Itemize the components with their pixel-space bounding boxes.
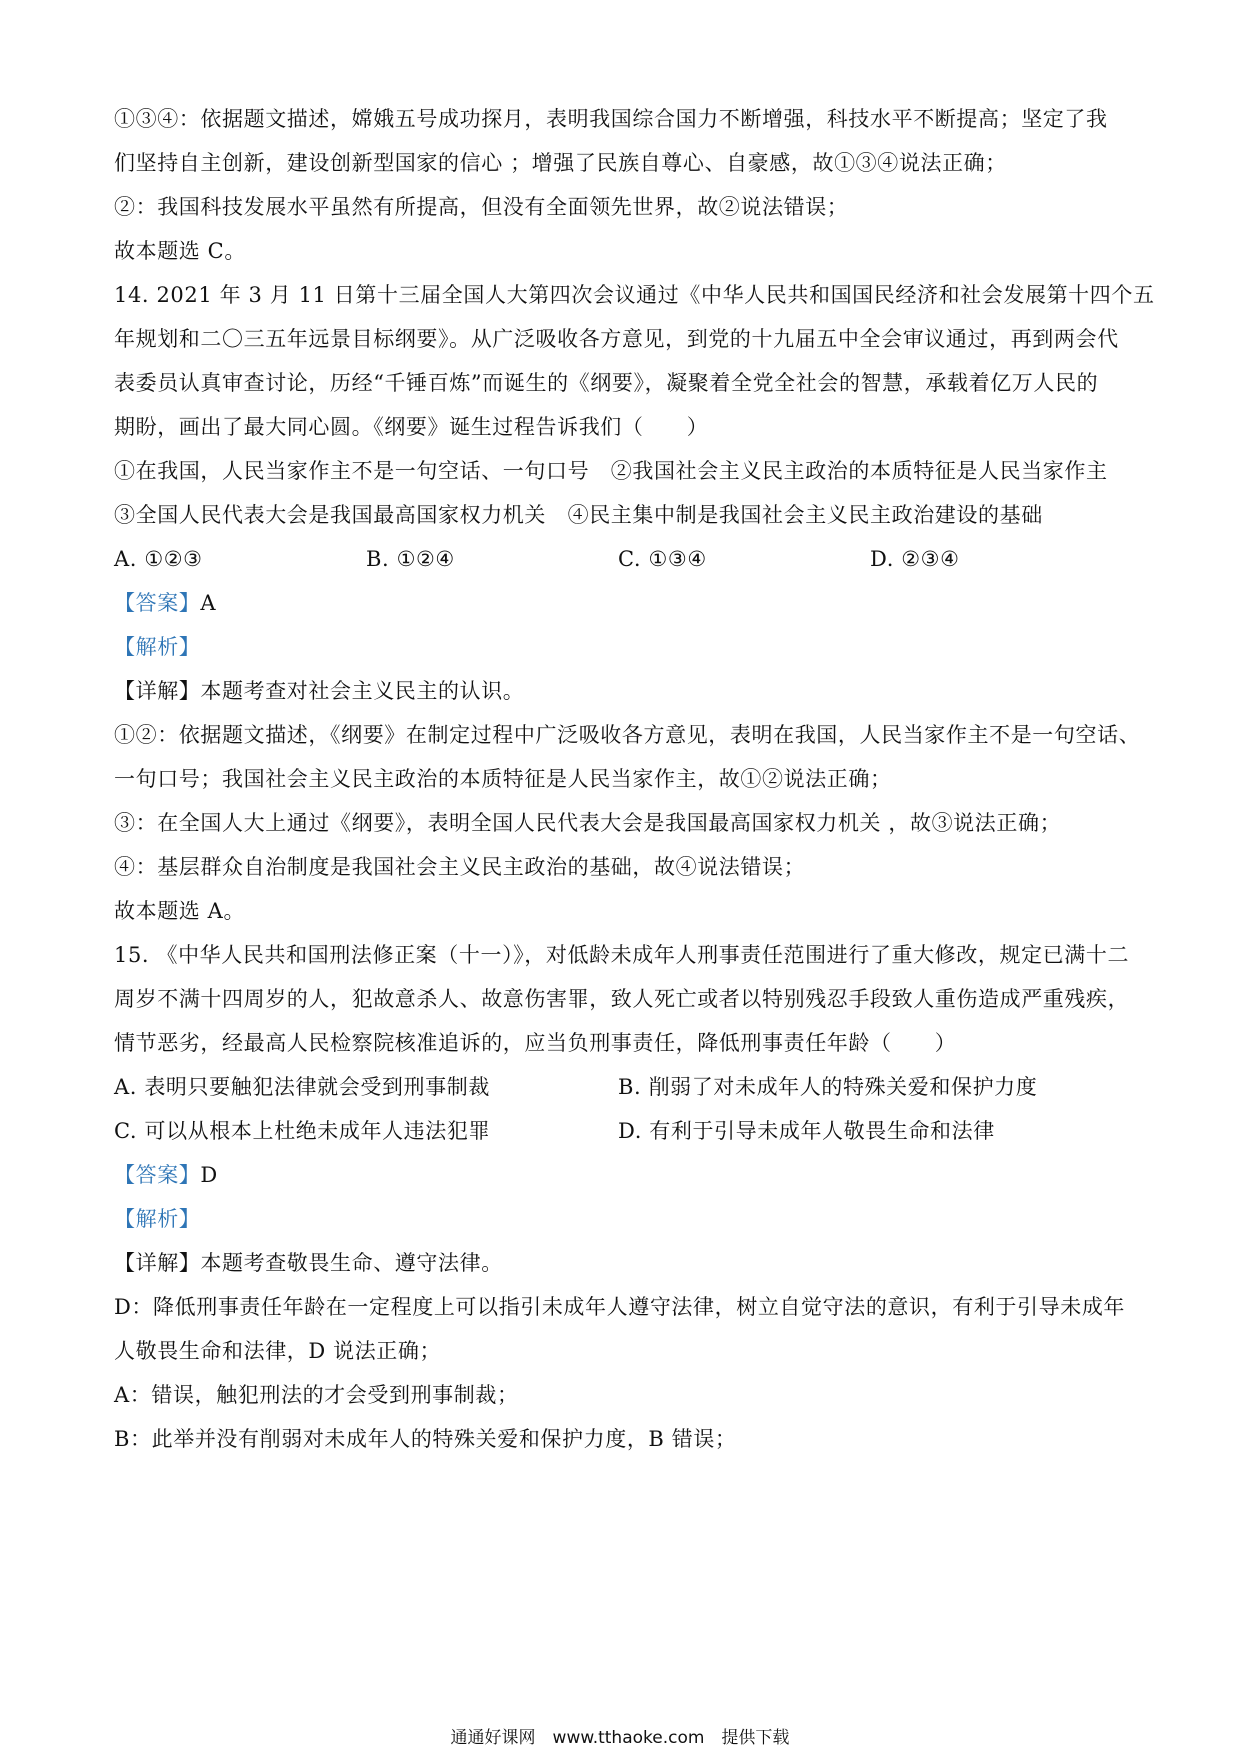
q14-conclusion: 故本题选 A。 [114,899,246,923]
q14-detail-label: 【详解】 [114,679,201,703]
q14-answer-value: A [200,591,217,615]
q15-detail [114,1248,1134,1278]
q14-stem-line-4: 期盼，画出了最大同心圆。《纲要》诞生过程告诉我们（ ） [114,415,709,439]
q14-analysis-label: 【解析】 [114,635,201,659]
q15-answer [114,1160,1134,1190]
q15-answer-value: D [200,1163,218,1187]
q14-stem-line-3: 表委员认真审查讨论，历经“千锤百炼”而诞生的《纲要》，凝聚着全党全社会的智慧，承载着亿万人民的 [114,371,1099,395]
q14-answer [114,588,1134,618]
q14-explanation-line-4: ④：基层群众自治制度是我国社会主义民主政治的基础，故④说法错误； [114,855,806,879]
q15-option-b: B. 削弱了对未成年人的特殊关爱和保护力度 [618,1075,1038,1099]
q14-statements-line-1: ①在我国，人民当家作主不是一句空话、一句口号 ②我国社会主义民主政治的本质特征是人民当家作主 [114,459,1108,483]
q14-answer-label: 【答案】 [114,591,201,615]
q15-explanation-line-4: B：此举并没有削弱对未成年人的特殊关爱和保护力度，B 错误； [114,1427,737,1451]
q14-option-d: D. ②③④ [870,547,960,571]
q15-stem-line-1: 15. 《中华人民共和国刑法修正案（十一）》，对低龄未成年人刑事责任范围进行了重大修改，规定已满十二 [114,943,1130,967]
prev-conclusion: 故本题选 C。 [114,239,246,263]
prev-explanation-line-3: ②：我国科技发展水平虽然有所提高，但没有全面领先世界，故②说法错误； [114,195,849,219]
q15-analysis [114,1204,1134,1234]
prev-explanation-line-2: 们坚持自主创新，建设创新型国家的信心 ；增强了民族自尊心、自豪感，故①③④说法正确； [114,151,1007,175]
prev-explanation-line-1: ①③④：依据题文描述，嫦娥五号成功探月，表明我国综合国力不断增强，科技水平不断提高；坚定了我 [114,107,1108,131]
q14-option-c: C. ①③④ [618,547,707,571]
q15-option-a: A. 表明只要触犯法律就会受到刑事制裁 [114,1075,490,1099]
q14-option-b: B. ①②④ [366,547,455,571]
q15-stem-line-2: 周岁不满十四周岁的人，犯故意杀人、故意伤害罪，致人死亡或者以特别残忍手段致人重伤造成严重残疾， [114,987,1130,1011]
q14-detail-text: 本题考查对社会主义民主的认识。 [200,679,525,703]
q15-explanation-line-2: 人敬畏生命和法律，D 说法正确； [114,1339,442,1363]
q15-option-d: D. 有利于引导未成年人敬畏生命和法律 [618,1119,995,1143]
q14-explanation-line-3: ③：在全国人大上通过《纲要》，表明全国人民代表大会是我国最高国家权力机关 ，故③说法正确； [114,811,1062,835]
q15-option-c: C. 可以从根本上杜绝未成年人违法犯罪 [114,1119,491,1143]
q15-detail-label: 【详解】 [114,1251,201,1275]
q14-stem-line-2: 年规划和二〇三五年远景目标纲要》。从广泛吸收各方意见，到党的十九届五中全会审议通过，再到两会代 [114,327,1119,351]
q14-analysis [114,632,1134,662]
q14-explanation-line-1: ①②：依据题文描述，《纲要》在制定过程中广泛吸收各方意见，表明在我国，人民当家作主不是一句空话、 [114,723,1141,747]
q15-detail-text: 本题考查敬畏生命、遵守法律。 [200,1251,503,1275]
q14-option-a: A. ①②③ [114,547,203,571]
page-footer: 通通好课网 www.tthaoke.com 提供下载 [450,1728,790,1748]
q14-explanation-line-2: 一句口号；我国社会主义民主政治的本质特征是人民当家作主，故①②说法正确； [114,767,892,791]
q15-analysis-label: 【解析】 [114,1207,201,1231]
q15-answer-label: 【答案】 [114,1163,201,1187]
q15-stem-line-3: 情节恶劣，经最高人民检察院核准追诉的，应当负刑事责任，降低刑事责任年龄（ ） [114,1031,957,1055]
q15-explanation-line-1: D：降低刑事责任年龄在一定程度上可以指引未成年人遵守法律，树立自觉守法的意识，有利于引导未成年 [114,1295,1126,1319]
q14-statements-line-2: ③全国人民代表大会是我国最高国家权力机关 ④民主集中制是我国社会主义民主政治建设的基础 [114,503,1043,527]
q14-stem-line-1: 14. 2021 年 3 月 11 日第十三届全国人大第四次会议通过《中华人民共和国国民经济和社会发展第十四个五 [114,283,1155,307]
q15-explanation-line-3: A：错误，触犯刑法的才会受到刑事制裁； [114,1383,519,1407]
q14-detail [114,676,1134,706]
